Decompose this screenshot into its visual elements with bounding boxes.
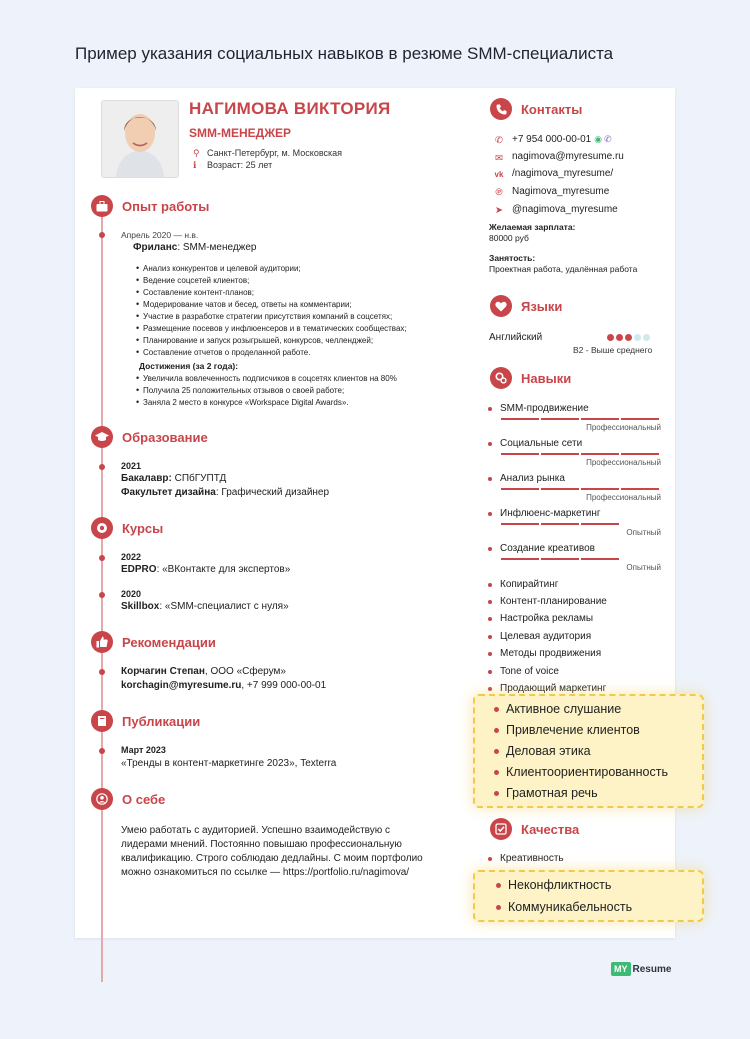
language-level: B2 - Выше среднего <box>573 345 653 355</box>
employment-value: Проектная работа, удалённая работа <box>489 264 638 274</box>
heart-icon <box>490 295 512 317</box>
gears-icon <box>490 367 512 389</box>
highlighted-quality: Неконфликтность <box>508 878 612 892</box>
timeline-dot <box>99 748 105 754</box>
timeline-dot <box>99 555 105 561</box>
timeline-dot <box>99 232 105 238</box>
highlighted-quality: Коммуникабельность <box>508 900 633 914</box>
section-education-header: Образование <box>91 426 208 448</box>
skill-level: Опытный <box>626 528 661 537</box>
quality-item: Креативность <box>488 853 564 864</box>
location-pin-icon: ⚲ <box>193 148 200 158</box>
highlight-soft-skills <box>473 694 704 808</box>
skill-item: Социальные сети <box>488 438 582 449</box>
salary-label: Желаемая зарплата: <box>489 222 576 232</box>
highlighted-skill: Грамотная речь <box>506 786 598 800</box>
skill-item: Анализ рынка <box>488 473 565 484</box>
contact-pinterest: Nagimova_myresume <box>512 186 610 197</box>
duty-item: • Размещение посевов у инфлюенсеров и в тематических сообществах; <box>143 324 407 333</box>
education-degree: Бакалавр: СПбГУПТД <box>121 473 227 484</box>
graduation-cap-icon <box>91 426 113 448</box>
experience-period: Апрель 2020 — н.в. <box>121 230 199 240</box>
highlighted-skill: Клиентоориентированность <box>506 765 668 779</box>
timeline-dot <box>99 669 105 675</box>
duty-item: • Участие в разработке стратегии присутствия компаний в соцсетях; <box>143 312 392 321</box>
about-line: квалификацию. Строго соблюдаю дедлайны. С моим портфолио <box>121 853 423 864</box>
duty-item: • Ведение соцсетей клиентов; <box>143 276 249 285</box>
education-year: 2021 <box>121 461 142 471</box>
pinterest-icon: ℗ <box>495 187 503 198</box>
achievement-item: • Заняла 2 место в конкурсе «Workspace Digital Awards». <box>143 398 349 407</box>
contact-vk: /nagimova_myresume/ <box>512 168 614 179</box>
skill-bar <box>501 453 659 455</box>
highlighted-skill: Деловая этика <box>506 744 591 758</box>
publication-title: «Тренды в контент-маркетинге 2023», Texterra <box>121 758 337 769</box>
contact-telegram: @nagimova_myresume <box>512 204 618 215</box>
rating-dot <box>643 334 650 341</box>
course-year: 2022 <box>121 552 142 562</box>
location-line: ⚲ Санкт-Петербург, м. Московская <box>193 148 343 158</box>
email-icon: ✉ <box>495 153 503 164</box>
duty-item: • Модерирование чатов и бесед, ответы на комментарии; <box>143 300 352 309</box>
resume-name: НАГИМОВА ВИКТОРИЯ <box>189 99 391 118</box>
skill-item: Настройка рекламы <box>488 613 593 624</box>
section-about-header: О себе <box>91 788 165 810</box>
publication-date: Март 2023 <box>121 745 166 755</box>
skill-bar <box>501 523 619 525</box>
rating-dot <box>625 334 632 341</box>
info-icon: ℹ <box>193 160 197 170</box>
about-line: можно ознакомиться по ссылке — https://portfolio.ru/nagimova/ <box>121 867 410 878</box>
rating-dot <box>616 334 623 341</box>
achievement-item: • Увеличила вовлеченность подписчиков в соцсетях клиентов на 80% <box>143 374 397 383</box>
section-publications-header: Публикации <box>91 710 200 732</box>
rating-dot <box>607 334 614 341</box>
course-year: 2020 <box>121 589 142 599</box>
resume-sheet <box>75 88 675 938</box>
duty-item: • Составление контент-планов; <box>143 288 254 297</box>
skill-item: Методы продвижения <box>488 648 601 659</box>
achievements-title: Достижения (за 2 года): <box>139 361 239 371</box>
employment-label: Занятость: <box>489 253 536 263</box>
duty-item: • Планирование и запуск розыгрышей, конкурсов, челленджей; <box>143 336 373 345</box>
age-line: ℹ Возраст: 25 лет <box>193 160 273 170</box>
skill-level: Профессиональный <box>586 458 661 467</box>
experience-title: Фриланс: SMM-менеджер <box>133 242 257 253</box>
section-qualities-header: Качества <box>490 818 579 840</box>
about-line: Умею работать с аудиторией. Успешно взаимодействую с <box>121 825 391 836</box>
skill-item: Целевая аудитория <box>488 631 591 642</box>
skill-bar <box>501 488 659 490</box>
language-rating <box>607 334 650 341</box>
section-languages-header: Языки <box>490 295 562 317</box>
education-faculty: Факультет дизайна: Графический дизайнер <box>121 487 330 498</box>
skill-level: Профессиональный <box>586 423 661 432</box>
section-recommendations-header: Рекомендации <box>91 631 216 653</box>
skill-item: Продающий маркетинг <box>488 683 606 693</box>
course-item: EDPRO: «ВКонтакте для экспертов» <box>121 564 291 575</box>
rating-dot <box>634 334 641 341</box>
salary-value: 80000 руб <box>489 233 529 243</box>
skill-bar <box>501 418 659 420</box>
skill-level: Профессиональный <box>586 493 661 502</box>
skill-bar <box>501 558 619 560</box>
myresume-logo: MY Resume <box>611 962 671 976</box>
language-name: Английский <box>489 332 543 343</box>
timeline-dot <box>99 464 105 470</box>
contact-email: nagimova@myresume.ru <box>512 151 624 162</box>
skill-item: Копирайтинг <box>488 579 558 590</box>
book-icon <box>91 710 113 732</box>
recommendation-person: Корчагин Степан, ООО «Сферум» <box>121 666 286 677</box>
highlight-qualities <box>473 870 704 922</box>
section-skills-header: Навыки <box>490 367 571 389</box>
highlighted-skill: Активное слушание <box>506 702 622 716</box>
vk-icon: vk <box>494 170 504 179</box>
person-icon <box>91 788 113 810</box>
briefcase-icon <box>91 195 113 217</box>
avatar <box>101 100 179 178</box>
timeline-dot <box>99 592 105 598</box>
skill-item: Контент-планирование <box>488 596 607 607</box>
skill-item: Инфлюенс-маркетинг <box>488 508 601 519</box>
contact-phone: +7 954 000-00-01 ◉ ✆ <box>512 134 612 145</box>
section-courses-header: Курсы <box>91 517 163 539</box>
skill-item: Создание креативов <box>488 543 595 554</box>
phone-icon <box>490 98 512 120</box>
highlighted-skill: Привлечение клиентов <box>506 723 640 737</box>
checkbox-icon <box>490 818 512 840</box>
section-experience-header: Опыт работы <box>91 195 209 217</box>
duty-item: • Составление отчетов о проделанной работе. <box>143 348 310 357</box>
course-item: Skillbox: «SMM-специалист с нуля» <box>121 601 289 612</box>
page-title: Пример указания социальных навыков в резюме SMM-специалиста <box>75 44 614 63</box>
recommendation-contact: korchagin@myresume.ru, +7 999 000-00-01 <box>121 680 327 691</box>
section-contacts-header: Контакты <box>490 98 582 120</box>
resume-role: SMM-МЕНЕДЖЕР <box>189 126 292 140</box>
viber-icon: ✆ <box>604 134 612 144</box>
phone-icon: ✆ <box>495 135 503 146</box>
whatsapp-icon: ◉ <box>594 134 603 144</box>
badge-icon <box>91 517 113 539</box>
about-line: лидерами мнений. Постоянно повышаю профессиональную <box>121 839 402 850</box>
skill-item: SMM-продвижение <box>488 403 589 414</box>
telegram-icon: ➤ <box>495 205 503 216</box>
thumbs-up-icon <box>91 631 113 653</box>
skill-item: Tone of voice <box>488 666 559 677</box>
skill-level: Опытный <box>626 563 661 572</box>
achievement-item: • Получила 25 положительных отзывов о своей работе; <box>143 386 344 395</box>
duty-item: • Анализ конкурентов и целевой аудитории; <box>143 264 301 273</box>
